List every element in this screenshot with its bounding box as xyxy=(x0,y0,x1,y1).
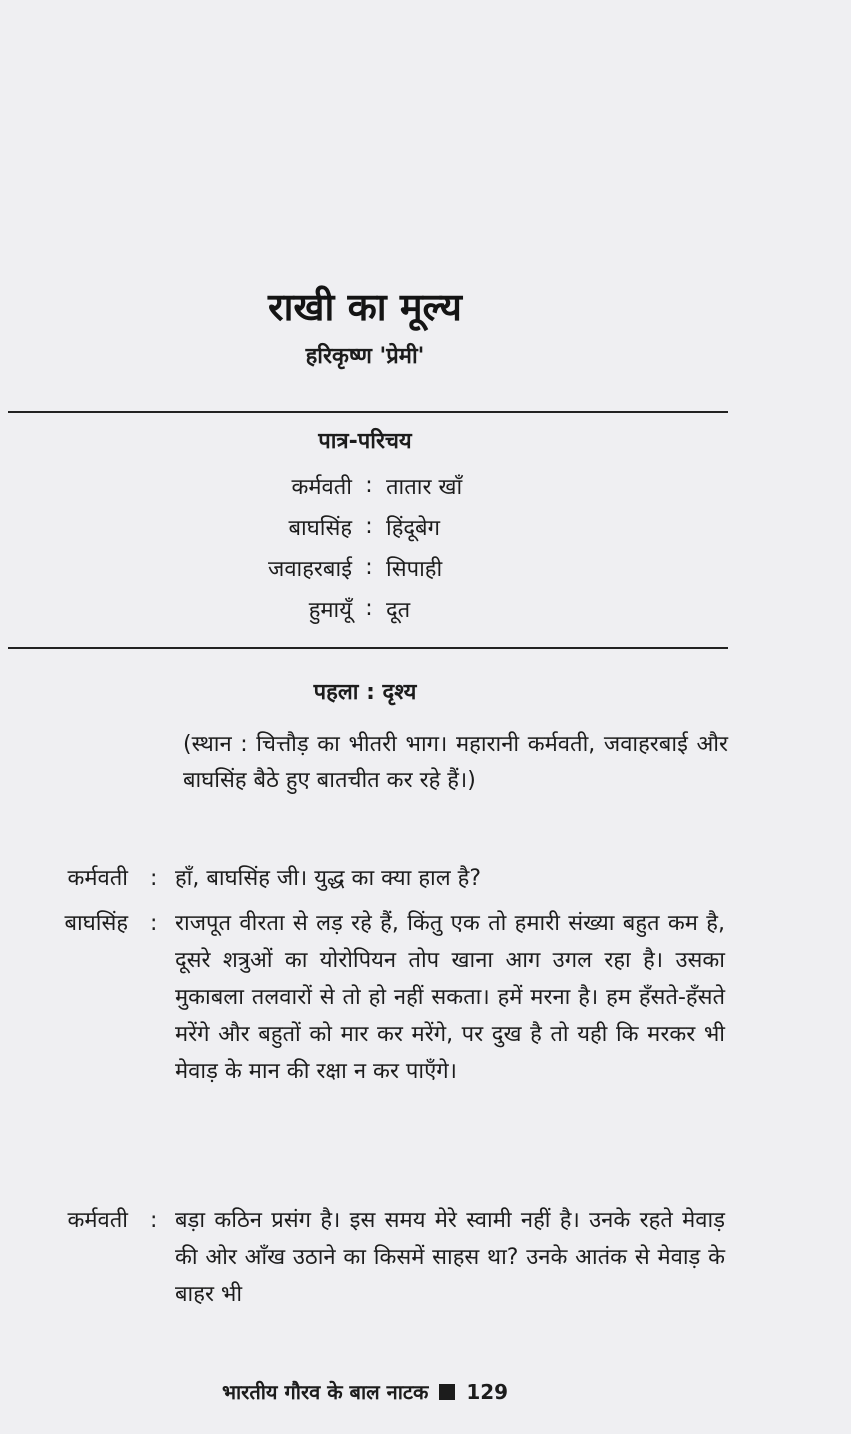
speaker-name: बाघसिंह xyxy=(64,911,128,936)
cast-heading: पात्र-परिचय xyxy=(318,429,412,454)
cast-name-left: जवाहरबाई xyxy=(268,556,352,582)
cast-name-right: तातार खाँ xyxy=(386,474,463,500)
divider-top xyxy=(8,411,728,413)
cast-row xyxy=(0,506,730,547)
cast-name-right: हिंदूबेग xyxy=(386,515,441,541)
cast-name-right: दूत xyxy=(386,597,411,623)
speech-text: हाँ, बाघसिंह जी। युद्ध का क्या हाल है? xyxy=(175,866,482,891)
cast-name-left: बाघसिंह xyxy=(288,515,352,541)
page-number: 129 xyxy=(466,1380,509,1404)
author-name: हरिकृष्ण 'प्रेमी' xyxy=(305,344,425,369)
cast-row xyxy=(0,465,730,506)
play-title: राखी का मूल्य xyxy=(268,285,462,329)
cast-separator: : xyxy=(365,514,373,539)
cast-separator: : xyxy=(365,473,373,498)
square-bullet-icon xyxy=(439,1384,455,1400)
cast-name-left: हुमायूँ xyxy=(308,597,352,623)
cast-separator: : xyxy=(365,596,373,621)
speaker-name: कर्मवती xyxy=(67,1208,128,1233)
divider-bottom xyxy=(8,647,728,649)
speech-text: बड़ा कठिन प्रसंग है। इस समय मेरे स्वामी नहीं है। उनके रहते मेवाड़ की ओर आँख उठाने का किसमें साहस था? उनके आतंक से मेवाड़ के बाहर भी xyxy=(175,1208,725,1307)
speaker-separator: : xyxy=(150,1208,158,1233)
cast-list xyxy=(0,465,730,629)
book-title: भारतीय गौरव के बाल नाटक xyxy=(221,1380,429,1404)
speech-text: राजपूत वीरता से लड़ रहे हैं, किंतु एक तो हमारी संख्या बहुत कम है, दूसरे शत्रुओं का योरोपियन तोप खाना आग उगल रहा है। उसका मुकाबला तलवारों से तो हो नहीं सकता। हमें मरना है। हम हँसते-हँसते मरेंगे और बहुतों को मार कर मरेंगे, पर दुख है तो यही कि मरकर भी मेवाड़ के मान की रक्षा न कर पाएँगे। xyxy=(175,911,725,1084)
cast-separator: : xyxy=(365,555,373,580)
speaker-separator: : xyxy=(150,911,158,936)
cast-row xyxy=(0,547,730,588)
speaker-name: कर्मवती xyxy=(67,866,128,891)
page-footer xyxy=(0,1378,730,1405)
cast-row xyxy=(0,588,730,629)
scene-heading: पहला : दृश्य xyxy=(313,680,417,705)
speaker-separator: : xyxy=(150,866,158,891)
stage-direction: (स्थान : चित्तौड़ का भीतरी भाग। महारानी कर्मवती, जवाहरबाई और बाघसिंह बैठे हुए बातचीत कर रहे हैं।) xyxy=(183,732,728,793)
cast-name-left: कर्मवती xyxy=(291,474,352,500)
cast-name-right: सिपाही xyxy=(386,556,443,582)
